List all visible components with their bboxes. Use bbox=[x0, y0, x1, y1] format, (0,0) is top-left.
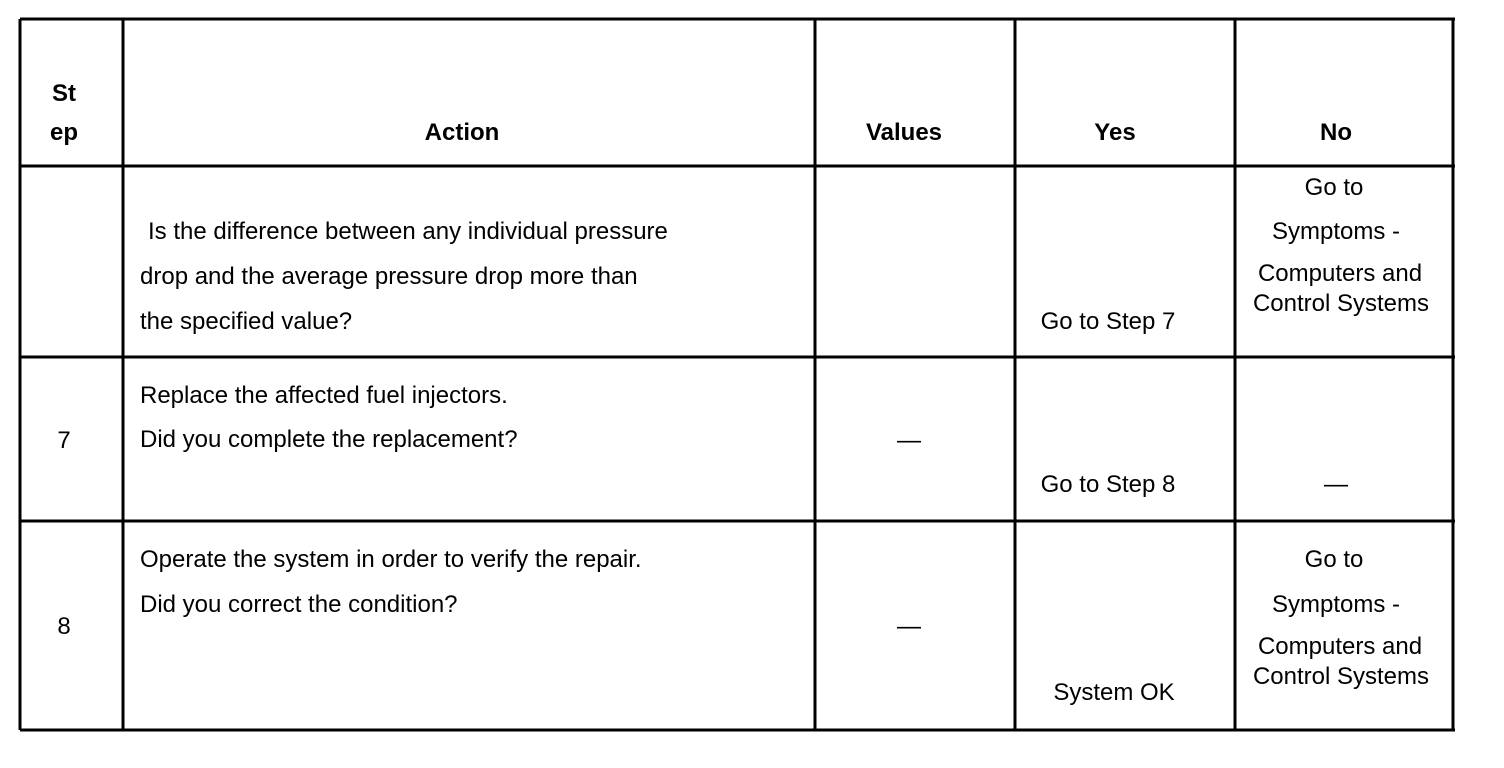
header-no: No bbox=[1320, 119, 1352, 146]
row3-action-line2: Did you correct the condition? bbox=[140, 591, 458, 618]
row1-no-line1: Go to bbox=[1304, 174, 1364, 201]
row3-no-line1: Go to bbox=[1304, 546, 1364, 573]
row3-action-line1: Operate the system in order to verify the repair. bbox=[140, 546, 642, 573]
row3-no-line4: Control Systems bbox=[1252, 663, 1430, 690]
row3-values: — bbox=[897, 613, 921, 640]
header-yes: Yes bbox=[1094, 119, 1136, 146]
row1-action-line1: Is the difference between any individual pressure bbox=[148, 218, 668, 245]
row2-action-line2: Did you complete the replacement? bbox=[140, 426, 518, 453]
header-step-line1: St bbox=[52, 80, 76, 107]
row3-no-line2: Symptoms - bbox=[1271, 591, 1401, 618]
row2-no: — bbox=[1324, 471, 1348, 498]
row3-no-line3: Computers and bbox=[1257, 633, 1423, 660]
row1-no-line2: Symptoms - bbox=[1271, 218, 1401, 245]
row1-yes: Go to Step 7 bbox=[1040, 308, 1176, 335]
row3-yes: System OK bbox=[1053, 679, 1175, 706]
row2-action-line1: Replace the affected fuel injectors. bbox=[140, 382, 508, 409]
header-values: Values bbox=[865, 119, 943, 146]
row2-step: 7 bbox=[57, 427, 71, 454]
row1-action-line3: the specified value? bbox=[140, 308, 353, 335]
row1-action-line2: drop and the average pressure drop more than bbox=[140, 263, 638, 290]
header-action: Action bbox=[424, 119, 500, 146]
row3-step: 8 bbox=[57, 613, 71, 640]
header-step-line2: ep bbox=[49, 119, 79, 146]
row1-no-line4: Control Systems bbox=[1252, 290, 1430, 317]
row2-values: — bbox=[897, 427, 921, 454]
row2-yes: Go to Step 8 bbox=[1040, 471, 1176, 498]
row1-no-line3: Computers and bbox=[1257, 260, 1423, 287]
